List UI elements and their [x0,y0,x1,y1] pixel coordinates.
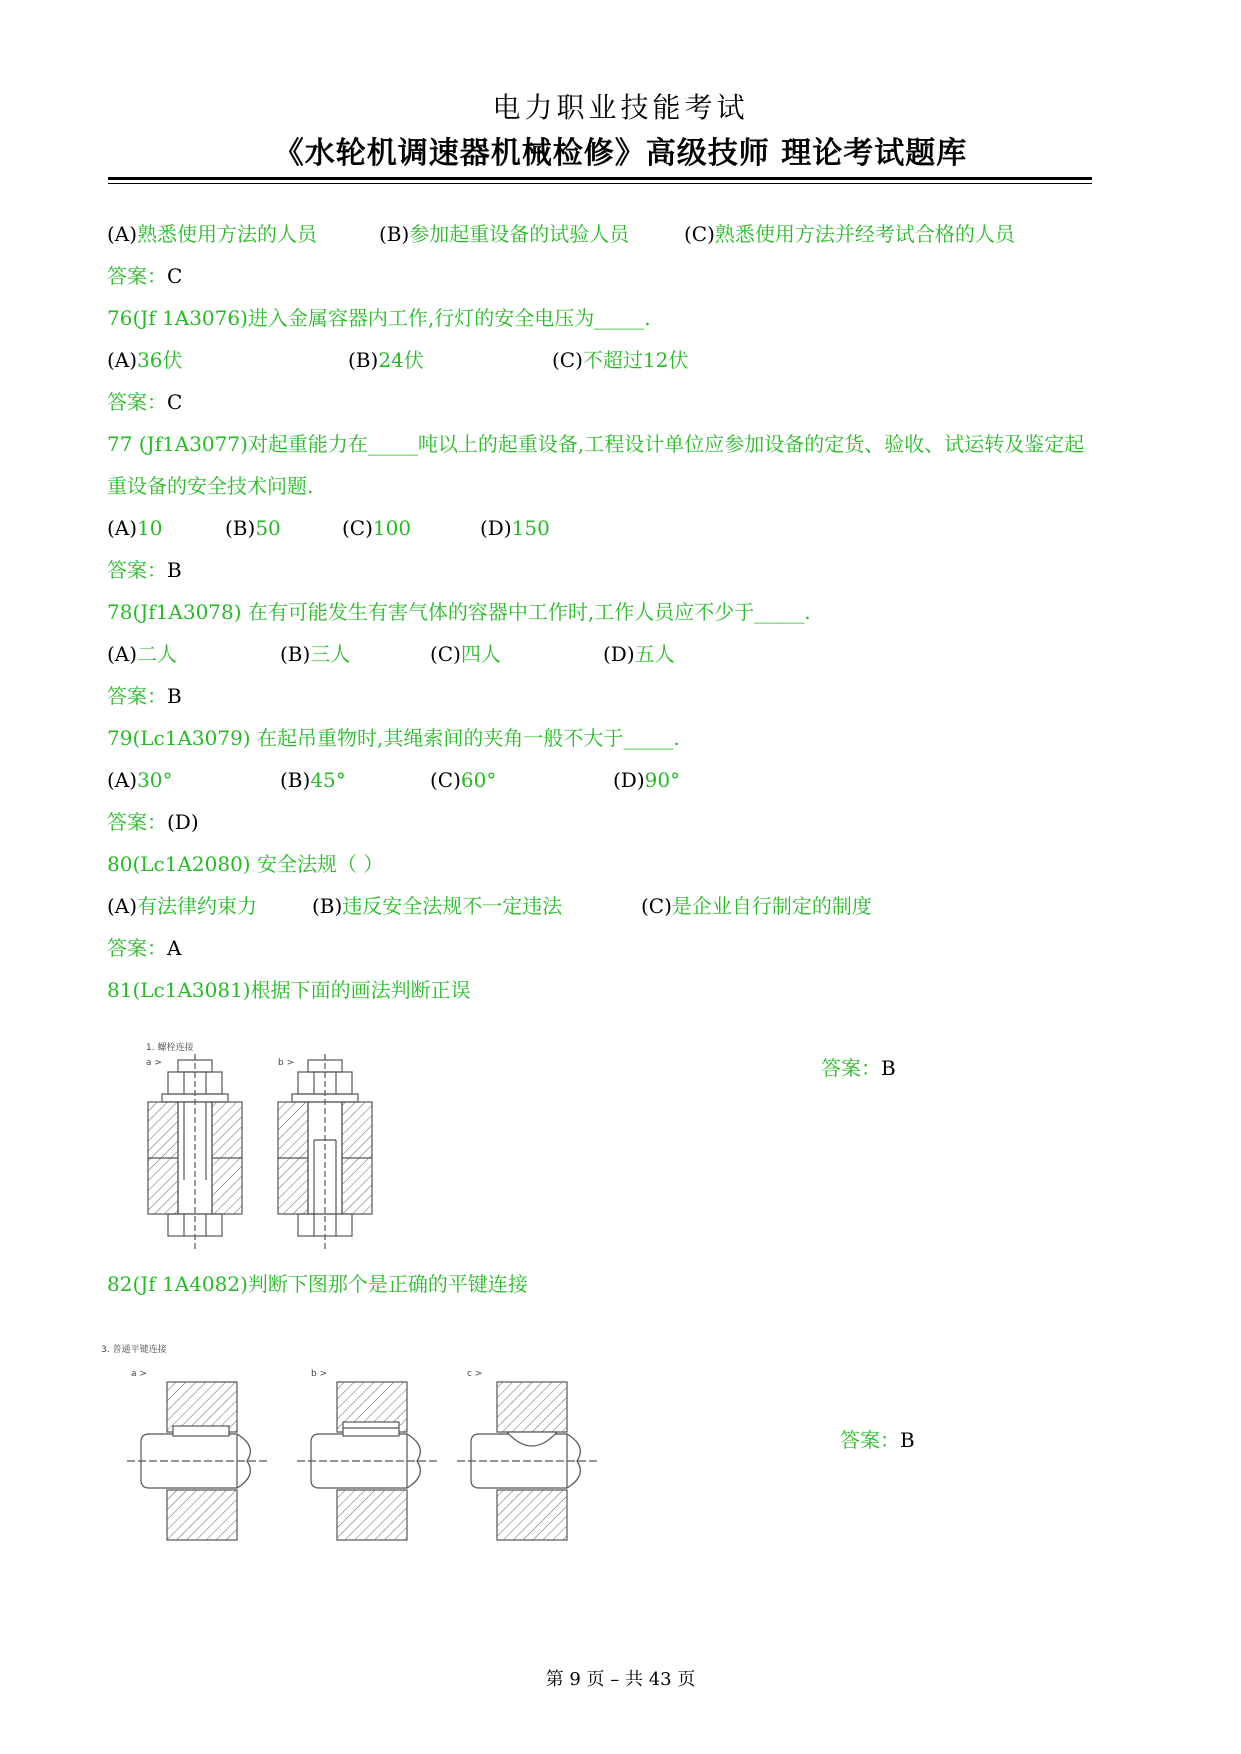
q77-stem-line2: 重设备的安全技术问题. [107,474,314,498]
q79-option-c: (C)60° [430,768,497,792]
header-rule-thick [108,177,1092,180]
q78-answer: 答案：B [107,684,182,708]
q77-option-a: (A)10 [107,516,163,540]
q79-stem: 79(Lc1A3079) 在起吊重物时,其绳索间的夹角一般不大于_____. [107,726,680,750]
key-figure-label-a: a > [131,1369,147,1379]
q75-option-c: (C)熟悉使用方法并经考试合格的人员 [684,222,1015,246]
q76-answer: 答案：C [107,390,183,414]
q75-answer: 答案：C [107,264,183,288]
key-figure-label-b: b > [311,1369,328,1379]
q75-options [107,220,1015,248]
bolt-figure-label-b: b > [278,1058,295,1068]
q78-stem: 78(Jf1A3078) 在有可能发生有害气体的容器中工作时,工作人员应不少于_____. [107,600,811,624]
bolt-drawing-a [148,1054,242,1250]
q81-stem: 81(Lc1A3081)根据下面的画法判断正误 [107,978,471,1002]
q80-option-a: (A)有法律约束力 [107,894,258,918]
q77-option-d: (D)150 [480,516,550,540]
q80-stem: 80(Lc1A2080) 安全法规（ ） [107,852,384,876]
header-rule-thin [108,183,1092,184]
q76-options [107,346,689,374]
q78-option-c: (C)四人 [430,642,501,666]
bolt-connection-figure [140,1040,400,1255]
document-title: 《水轮机调速器机械检修》高级技师 理论考试题库 [273,136,968,171]
q77-stem-line1: 77 (Jf1A3077)对起重能力在_____吨以上的起重设备,工程设计单位应参加设备的定货、验收、试运转及鉴定起 [107,432,1085,456]
q79-answer: 答案：(D) [107,810,199,834]
flat-key-connection-figure [97,1342,627,1542]
key-figure-caption: 3. 普通平键连接 [101,1345,167,1355]
key-drawing-b [297,1382,437,1540]
key-drawing-a [127,1382,267,1540]
q80-option-b: (B)违反安全法规不一定违法 [312,894,563,918]
q77-answer: 答案：B [107,558,182,582]
q77-option-b: (B)50 [225,516,281,540]
q80-answer: 答案：A [107,936,182,960]
q81-answer: 答案：B [821,1056,896,1080]
page-number: 第 9 页 – 共 43 页 [545,1669,696,1690]
q76-option-a: (A)36伏 [107,348,183,372]
q82-answer: 答案：B [840,1428,915,1452]
q80-options [107,892,872,920]
exam-title: 电力职业技能考试 [492,91,749,124]
key-figure-label-c: c > [467,1369,483,1379]
q77-options [107,514,550,542]
q78-option-d: (D)五人 [603,642,675,666]
q82-stem: 82(Jf 1A4082)判断下图那个是正确的平键连接 [107,1272,528,1296]
bolt-figure-label-a: a > [146,1058,162,1068]
q78-option-a: (A)二人 [107,642,178,666]
q79-option-a: (A)30° [107,768,173,792]
bolt-figure-caption: 1. 螺栓连接 [146,1043,194,1053]
q77-option-c: (C)100 [342,516,412,540]
q75-option-b: (B)参加起重设备的试验人员 [379,222,630,246]
q76-option-c: (C)不超过12伏 [552,348,689,372]
bolt-drawing-b [278,1054,372,1250]
q78-option-b: (B)三人 [280,642,351,666]
q76-stem: 76(Jf 1A3076)进入金属容器内工作,行灯的安全电压为_____. [107,306,651,330]
q76-option-b: (B)24伏 [348,348,424,372]
q79-option-b: (B)45° [280,768,346,792]
q80-option-c: (C)是企业自行制定的制度 [641,894,872,918]
q78-options [107,640,675,668]
q79-option-d: (D)90° [613,768,681,792]
key-drawing-c [457,1382,597,1540]
q75-option-a: (A)熟悉使用方法的人员 [107,222,318,246]
q79-options [107,766,681,794]
